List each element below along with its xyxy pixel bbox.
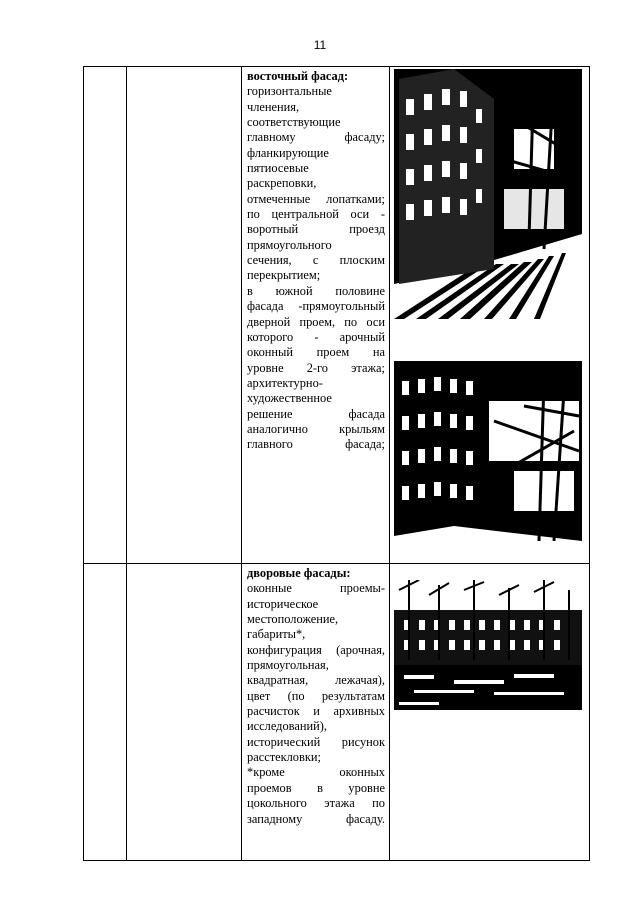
description-line: фланкирующие (247, 145, 329, 160)
description-line: прямоугольная, (247, 658, 329, 673)
description-line: главному фасаду; (247, 130, 385, 145)
description-line: фасада -прямоугольный (247, 299, 385, 314)
description-line: оконные проемы- (247, 581, 385, 596)
description-line: цокольного этажа по (247, 796, 385, 811)
description-line: перекрытием; (247, 268, 321, 283)
description-line: цвет (по результатам (247, 688, 385, 703)
description-line: *кроме оконных (247, 765, 385, 780)
row-2-description-cell (242, 564, 390, 861)
description-line: членения, (247, 99, 300, 114)
description-line: горизонтальные (247, 84, 332, 99)
row-1-element-cell (127, 67, 242, 564)
description-line: прямоугольного (247, 237, 332, 252)
description-line: историческое (247, 596, 319, 611)
description-line: сечения, с плоским (247, 253, 385, 268)
description-line: конфигурация (арочная, (247, 642, 385, 657)
description-line: архитектурно- (247, 375, 323, 390)
description-line: проемов в уровне (247, 780, 385, 795)
east-facade-photo-2 (394, 361, 582, 558)
description-line: квадратная, лежачая), (247, 673, 385, 688)
description-line: которого - арочный (247, 329, 385, 344)
page-number: 11 (313, 38, 327, 52)
description-line: расчисток и архивных (247, 704, 385, 719)
description-line: отмеченные лопатками; (247, 191, 385, 206)
description-line: раскреповки, (247, 176, 317, 191)
row-2-photo-cell (390, 564, 590, 861)
description-line: местоположение, (247, 612, 339, 627)
east-facade-description (242, 67, 389, 453)
description-line: по центральной оси - (247, 207, 385, 222)
description-line: соответствующие (247, 115, 341, 130)
row-2-number-cell (84, 564, 127, 861)
description-line: в южной половине (247, 283, 385, 298)
description-line: западному фасаду. (247, 811, 385, 826)
row-2-element-cell (127, 564, 242, 861)
row-1-description-cell (242, 67, 390, 564)
facade-table (83, 66, 590, 861)
row-1-photo-cell (390, 67, 590, 564)
east-facade-photo-1 (394, 69, 582, 319)
description-line: художественное (247, 391, 332, 406)
east-facade-heading: восточный фасад: (247, 69, 349, 83)
row-1-number-cell (84, 67, 127, 564)
description-line: дверной проем, по оси (247, 314, 385, 329)
description-line: исторический рисунок (247, 734, 385, 749)
description-line: пятиосевые (247, 161, 309, 176)
description-line: главного фасада; (247, 437, 385, 452)
courtyard-facades-heading: дворовые фасады: (247, 566, 351, 580)
description-line: габариты*, (247, 627, 306, 642)
description-line: аналогично крыльям (247, 421, 385, 436)
description-line: исследований), (247, 719, 327, 734)
description-line: воротный проезд (247, 222, 385, 237)
description-line: уровне 2-го этажа; (247, 360, 385, 375)
description-line: расстекловки; (247, 750, 321, 765)
courtyard-facade-photo (394, 580, 582, 710)
courtyard-facades-description (242, 564, 389, 827)
description-line: решение фасада (247, 406, 385, 421)
table-row (84, 67, 590, 564)
table-row (84, 564, 590, 861)
description-line: оконный проем на (247, 345, 385, 360)
